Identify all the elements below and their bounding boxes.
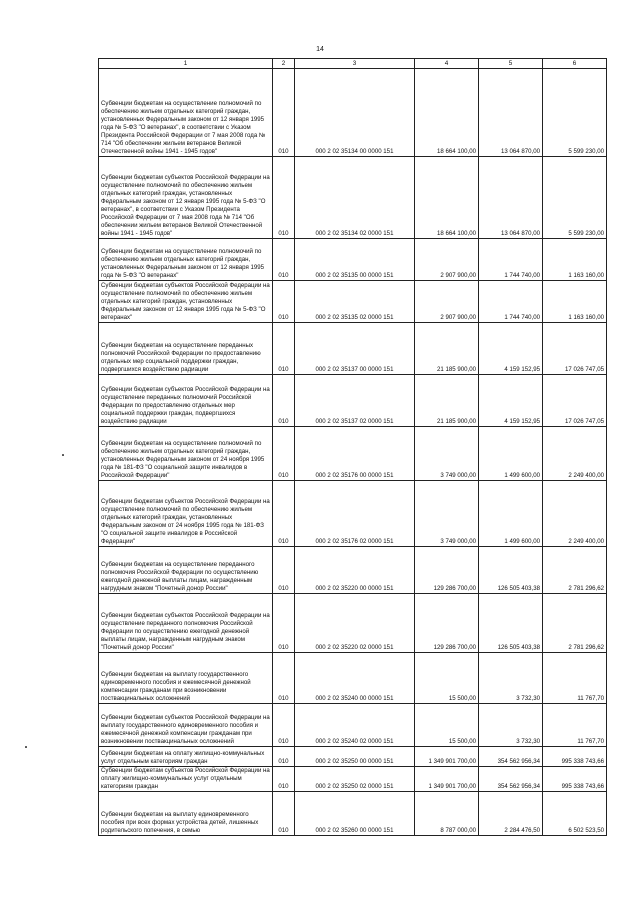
row-amount-remaining-cell: 5 599 230,00	[543, 69, 607, 157]
row-code-cell: 010	[273, 69, 295, 157]
scan-speck	[62, 454, 64, 456]
row-name-cell: Субвенции бюджетам субъектов Российской Федерации на выплату государственного единовременного пособия и ежемесячной денежной компенсации гражданам при возникновении поствакцинальных осложнений	[99, 704, 273, 747]
row-code-cell: 010	[273, 375, 295, 427]
row-amount-approved-cell: 3 749 000,00	[415, 427, 479, 481]
row-name-cell: Субвенции бюджетам субъектов Российской Федерации на осуществление полномочий по обеспечению жильем отдельных категорий граждан, установленных Федеральным законом от 12 января 1995 года № 5-ФЗ "О ветеранах"	[99, 281, 273, 323]
row-code-cell: 010	[273, 427, 295, 481]
row-amount-approved-cell: 18 664 100,00	[415, 69, 479, 157]
row-amount-executed-cell: 4 159 152,95	[479, 375, 543, 427]
row-kbk-cell: 000 2 02 35220 02 0000 151	[295, 594, 415, 653]
row-amount-executed-cell: 3 732,30	[479, 704, 543, 747]
row-code-cell: 010	[273, 767, 295, 792]
row-amount-remaining-cell: 17 026 747,05	[543, 323, 607, 375]
row-amount-remaining-cell: 2 249 400,00	[543, 427, 607, 481]
row-amount-executed-cell: 1 499 600,00	[479, 481, 543, 547]
row-amount-executed-cell: 2 284 476,50	[479, 792, 543, 836]
row-kbk-cell: 000 2 02 35135 02 0000 151	[295, 281, 415, 323]
row-amount-remaining-cell: 5 599 230,00	[543, 157, 607, 239]
row-kbk-cell: 000 2 02 35137 02 0000 151	[295, 375, 415, 427]
row-amount-remaining-cell: 17 026 747,05	[543, 375, 607, 427]
row-kbk-cell: 000 2 02 35250 02 0000 151	[295, 767, 415, 792]
row-name-cell: Субвенции бюджетам на осуществление полномочий по обеспечению жильем отдельных категорий граждан, установленных Федеральным законом от 12 января 1995 года № 5-ФЗ "О ветеранах"	[99, 239, 273, 281]
row-name-cell: Субвенции бюджетам на выплату государственного единовременного пособия и ежемесячной денежной компенсации гражданам при возникновении поствакцинальных осложнений	[99, 653, 273, 704]
table-row	[99, 767, 607, 792]
row-kbk-cell: 000 2 02 35176 02 0000 151	[295, 481, 415, 547]
column-number-row	[99, 59, 607, 69]
row-amount-executed-cell: 354 562 956,34	[479, 747, 543, 767]
row-amount-executed-cell: 126 505 403,38	[479, 547, 543, 594]
table-row	[99, 281, 607, 323]
row-code-cell: 010	[273, 281, 295, 323]
row-amount-approved-cell: 21 185 900,00	[415, 375, 479, 427]
row-amount-remaining-cell: 1 163 160,00	[543, 281, 607, 323]
row-code-cell: 010	[273, 323, 295, 375]
table-row	[99, 747, 607, 767]
row-kbk-cell: 000 2 02 35220 00 0000 151	[295, 547, 415, 594]
row-name-cell: Субвенции бюджетам на оплату жилищно-коммунальных услуг отдельным категориям граждан	[99, 747, 273, 767]
table-row	[99, 547, 607, 594]
row-name-cell: Субвенции бюджетам субъектов Российской Федерации на осуществление полномочий по обеспечению жильем отдельных категорий граждан, установленных Федеральным законом от 12 января 1995 года № 5-ФЗ "О ветеранах", в соответствии с Указом Президента Российской Федерации от 7 мая 2008 года № 714 "Об обеспечении жильем ветеранов Великой Отечественной войны 1941 - 1945 годов"	[99, 157, 273, 239]
row-amount-remaining-cell: 6 502 523,50	[543, 792, 607, 836]
row-amount-remaining-cell: 2 781 296,62	[543, 547, 607, 594]
row-name-cell: Субвенции бюджетам субъектов Российской Федерации на осуществление переданных полномочий Российской Федерации по предоставлению отдельных мер социальной поддержки граждан, подвергшихся воздействию радиации	[99, 375, 273, 427]
row-amount-executed-cell: 3 732,30	[479, 653, 543, 704]
column-header-5: 5	[479, 59, 543, 69]
row-code-cell: 010	[273, 792, 295, 836]
row-amount-approved-cell: 3 749 000,00	[415, 481, 479, 547]
table-row	[99, 653, 607, 704]
column-header-3: 3	[295, 59, 415, 69]
row-amount-approved-cell: 129 286 700,00	[415, 547, 479, 594]
row-code-cell: 010	[273, 157, 295, 239]
table-body	[99, 59, 607, 836]
row-name-cell: Субвенции бюджетам на осуществление полномочий по обеспечению жильем отдельных категорий граждан, установленных Федеральным законом от 24 ноября 1995 года № 181-ФЗ "О социальной защите инвалидов в Российской Федерации"	[99, 427, 273, 481]
row-amount-executed-cell: 13 064 870,00	[479, 69, 543, 157]
row-amount-approved-cell: 8 787 000,00	[415, 792, 479, 836]
row-kbk-cell: 000 2 02 35250 00 0000 151	[295, 747, 415, 767]
row-amount-approved-cell: 15 500,00	[415, 704, 479, 747]
row-kbk-cell: 000 2 02 35176 00 0000 151	[295, 427, 415, 481]
column-header-4: 4	[415, 59, 479, 69]
row-code-cell: 010	[273, 239, 295, 281]
row-kbk-cell: 000 2 02 35240 00 0000 151	[295, 653, 415, 704]
row-amount-approved-cell: 15 500,00	[415, 653, 479, 704]
table-row	[99, 481, 607, 547]
table-row	[99, 375, 607, 427]
row-code-cell: 010	[273, 653, 295, 704]
row-amount-approved-cell: 21 185 900,00	[415, 323, 479, 375]
table-row	[99, 427, 607, 481]
row-name-cell: Субвенции бюджетам на выплату единовременного пособия при всех формах устройства детей, лишенных родительского попечения, в семью	[99, 792, 273, 836]
row-name-cell: Субвенции бюджетам субъектов Российской Федерации на осуществление полномочий по обеспечению жильем отдельных категорий граждан, установленных Федеральным законом от 24 ноября 1995 года № 181-ФЗ "О социальной защите инвалидов в Российской Федерации"	[99, 481, 273, 547]
row-amount-remaining-cell: 995 338 743,66	[543, 747, 607, 767]
row-amount-executed-cell: 1 499 600,00	[479, 427, 543, 481]
table-row	[99, 594, 607, 653]
row-amount-remaining-cell: 11 767,70	[543, 704, 607, 747]
row-amount-executed-cell: 13 064 870,00	[479, 157, 543, 239]
column-header-6: 6	[543, 59, 607, 69]
row-amount-executed-cell: 126 505 403,38	[479, 594, 543, 653]
row-name-cell: Субвенции бюджетам на осуществление переданного полномочия Российской Федерации по осуществлению ежегодной денежной выплаты лицам, награжденным нагрудным знаком "Почетный донор России"	[99, 547, 273, 594]
row-amount-approved-cell: 2 907 900,00	[415, 281, 479, 323]
row-amount-approved-cell: 18 664 100,00	[415, 157, 479, 239]
row-code-cell: 010	[273, 747, 295, 767]
table-row	[99, 157, 607, 239]
row-kbk-cell: 000 2 02 35134 02 0000 151	[295, 157, 415, 239]
row-amount-executed-cell: 4 159 152,95	[479, 323, 543, 375]
table-row	[99, 323, 607, 375]
row-amount-executed-cell: 1 744 740,00	[479, 281, 543, 323]
row-amount-approved-cell: 1 349 901 700,00	[415, 767, 479, 792]
row-amount-remaining-cell: 995 338 743,66	[543, 767, 607, 792]
row-amount-remaining-cell: 2 249 400,00	[543, 481, 607, 547]
row-name-cell: Субвенции бюджетам субъектов Российской Федерации на оплату жилищно-коммунальных услуг отдельным категориям граждан	[99, 767, 273, 792]
page-number: 14	[316, 46, 324, 53]
row-code-cell: 010	[273, 594, 295, 653]
column-header-2: 2	[273, 59, 295, 69]
table-row	[99, 239, 607, 281]
table-row	[99, 792, 607, 836]
row-amount-executed-cell: 1 744 740,00	[479, 239, 543, 281]
row-amount-approved-cell: 1 349 901 700,00	[415, 747, 479, 767]
scan-speck	[25, 746, 27, 748]
table-row	[99, 69, 607, 157]
row-kbk-cell: 000 2 02 35134 00 0000 151	[295, 69, 415, 157]
row-name-cell: Субвенции бюджетам на осуществление полномочий по обеспечению жильем отдельных категорий граждан, установленных Федеральным законом от 12 января 1995 года № 5-ФЗ "О ветеранах", в соответствии с Указом Президента Российской Федерации от 7 мая 2008 года № 714 "Об обеспечении жильем ветеранов Великой Отечественной войны 1941 - 1945 годов"	[99, 69, 273, 157]
row-kbk-cell: 000 2 02 35137 00 0000 151	[295, 323, 415, 375]
row-amount-executed-cell: 354 562 956,34	[479, 767, 543, 792]
row-amount-approved-cell: 2 907 900,00	[415, 239, 479, 281]
table-row	[99, 704, 607, 747]
row-amount-approved-cell: 129 286 700,00	[415, 594, 479, 653]
budget-table	[98, 58, 607, 836]
row-amount-remaining-cell: 1 163 160,00	[543, 239, 607, 281]
row-kbk-cell: 000 2 02 35135 00 0000 151	[295, 239, 415, 281]
column-header-1: 1	[99, 59, 273, 69]
row-code-cell: 010	[273, 547, 295, 594]
row-amount-remaining-cell: 11 767,70	[543, 653, 607, 704]
row-name-cell: Субвенции бюджетам на осуществление переданных полномочий Российской Федерации по предоставлению отдельных мер социальной поддержки граждан, подвергшихся воздействию радиации	[99, 323, 273, 375]
row-code-cell: 010	[273, 704, 295, 747]
row-amount-remaining-cell: 2 781 296,62	[543, 594, 607, 653]
row-code-cell: 010	[273, 481, 295, 547]
row-kbk-cell: 000 2 02 35240 02 0000 151	[295, 704, 415, 747]
row-kbk-cell: 000 2 02 35260 00 0000 151	[295, 792, 415, 836]
row-name-cell: Субвенции бюджетам субъектов Российской Федерации на осуществление переданного полномочия Российской Федерации по осуществлению ежегодной денежной выплаты лицам, награжденным нагрудным знаком "Почетный донор России"	[99, 594, 273, 653]
